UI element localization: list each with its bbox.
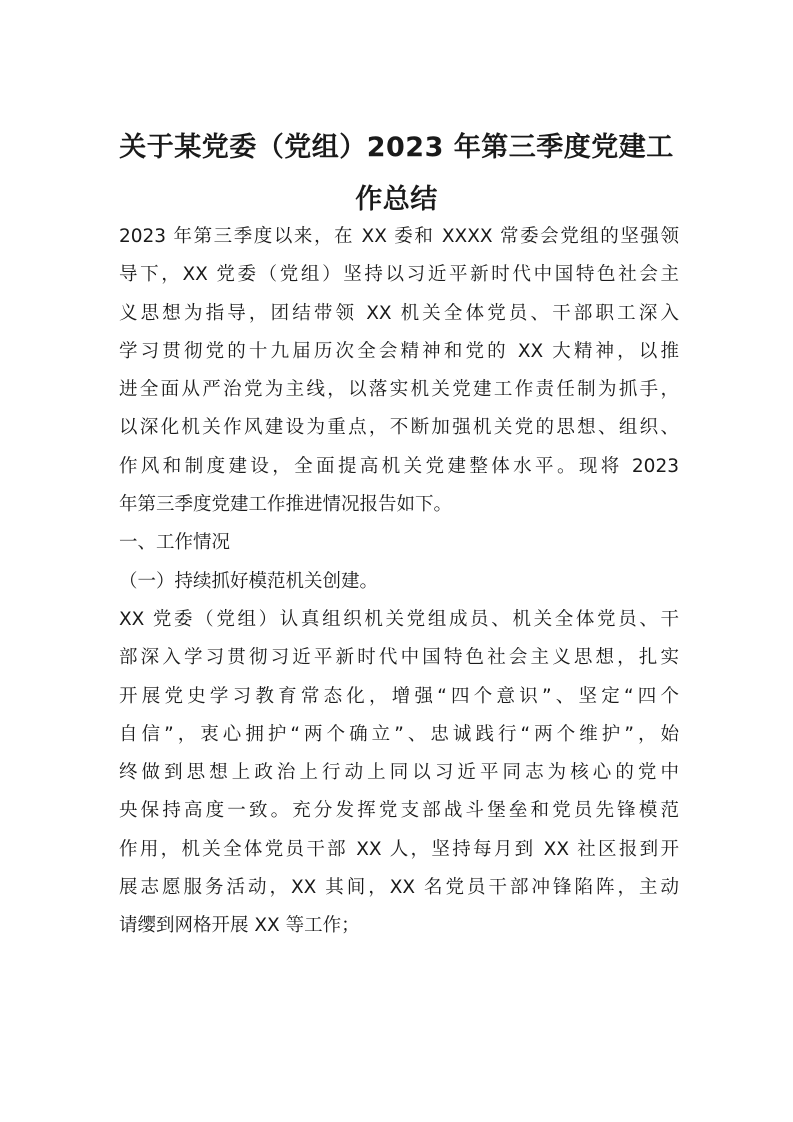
document-body — [119, 218, 679, 946]
subsection-heading: （一）持续抓好模范机关创建。 — [119, 570, 379, 592]
title-line-2: 作总结 — [355, 184, 438, 215]
intro-line: 作风和制度建设，全面提高机关党建整体水平。现将 2023 — [119, 455, 679, 477]
intro-line: 义思想为指导，团结带领 XX 机关全体党员、干部职工深入 — [119, 302, 679, 324]
section1-line: 展志愿服务活动，XX 其间，XX 名党员干部冲锋陷阵，主动 — [119, 877, 679, 899]
section1-line: 部深入学习贯彻习近平新时代中国特色社会主义思想，扎实 — [119, 647, 679, 669]
section1-paragraph — [119, 601, 679, 946]
document-title — [100, 122, 693, 226]
section-heading: 一、工作情况 — [119, 532, 231, 554]
intro-line: 导下，XX 党委（党组）坚持以习近平新时代中国特色社会主 — [119, 264, 679, 286]
section1-line: XX 党委（党组）认真组织机关党组成员、机关全体党员、干 — [119, 608, 679, 630]
intro-line: 以深化机关作风建设为重点，不断加强机关党的思想、组织、 — [119, 417, 679, 439]
section1-line: 开展党史学习教育常态化，增强“四个意识”、坚定“四个 — [119, 685, 679, 707]
intro-line: 年第三季度党建工作推进情况报告如下。 — [119, 494, 453, 516]
intro-paragraph — [119, 218, 679, 524]
title-line-1: 关于某党委（党组）2023 年第三季度党建工 — [119, 132, 674, 163]
section1-line: 自信”，衷心拥护“两个确立”、忠诚践行“两个维护”，始 — [119, 723, 679, 745]
section1-line: 请缨到网格开展 XX 等工作； — [119, 915, 360, 937]
intro-line: 进全面从严治党为主线，以落实机关党建工作责任制为抓手， — [119, 379, 679, 401]
intro-line: 2023 年第三季度以来，在 XX 委和 XXXX 常委会党组的坚强领 — [119, 226, 679, 247]
section1-line: 终做到思想上政治上行动上同以习近平同志为核心的党中 — [119, 762, 679, 784]
section1-line: 央保持高度一致。充分发挥党支部战斗堡垒和党员先锋模范 — [119, 800, 679, 822]
section1-line: 作用，机关全体党员干部 XX 人，坚持每月到 XX 社区报到开 — [119, 838, 679, 860]
intro-line: 学习贯彻党的十九届历次全会精神和党的 XX 大精神，以推 — [119, 340, 679, 362]
